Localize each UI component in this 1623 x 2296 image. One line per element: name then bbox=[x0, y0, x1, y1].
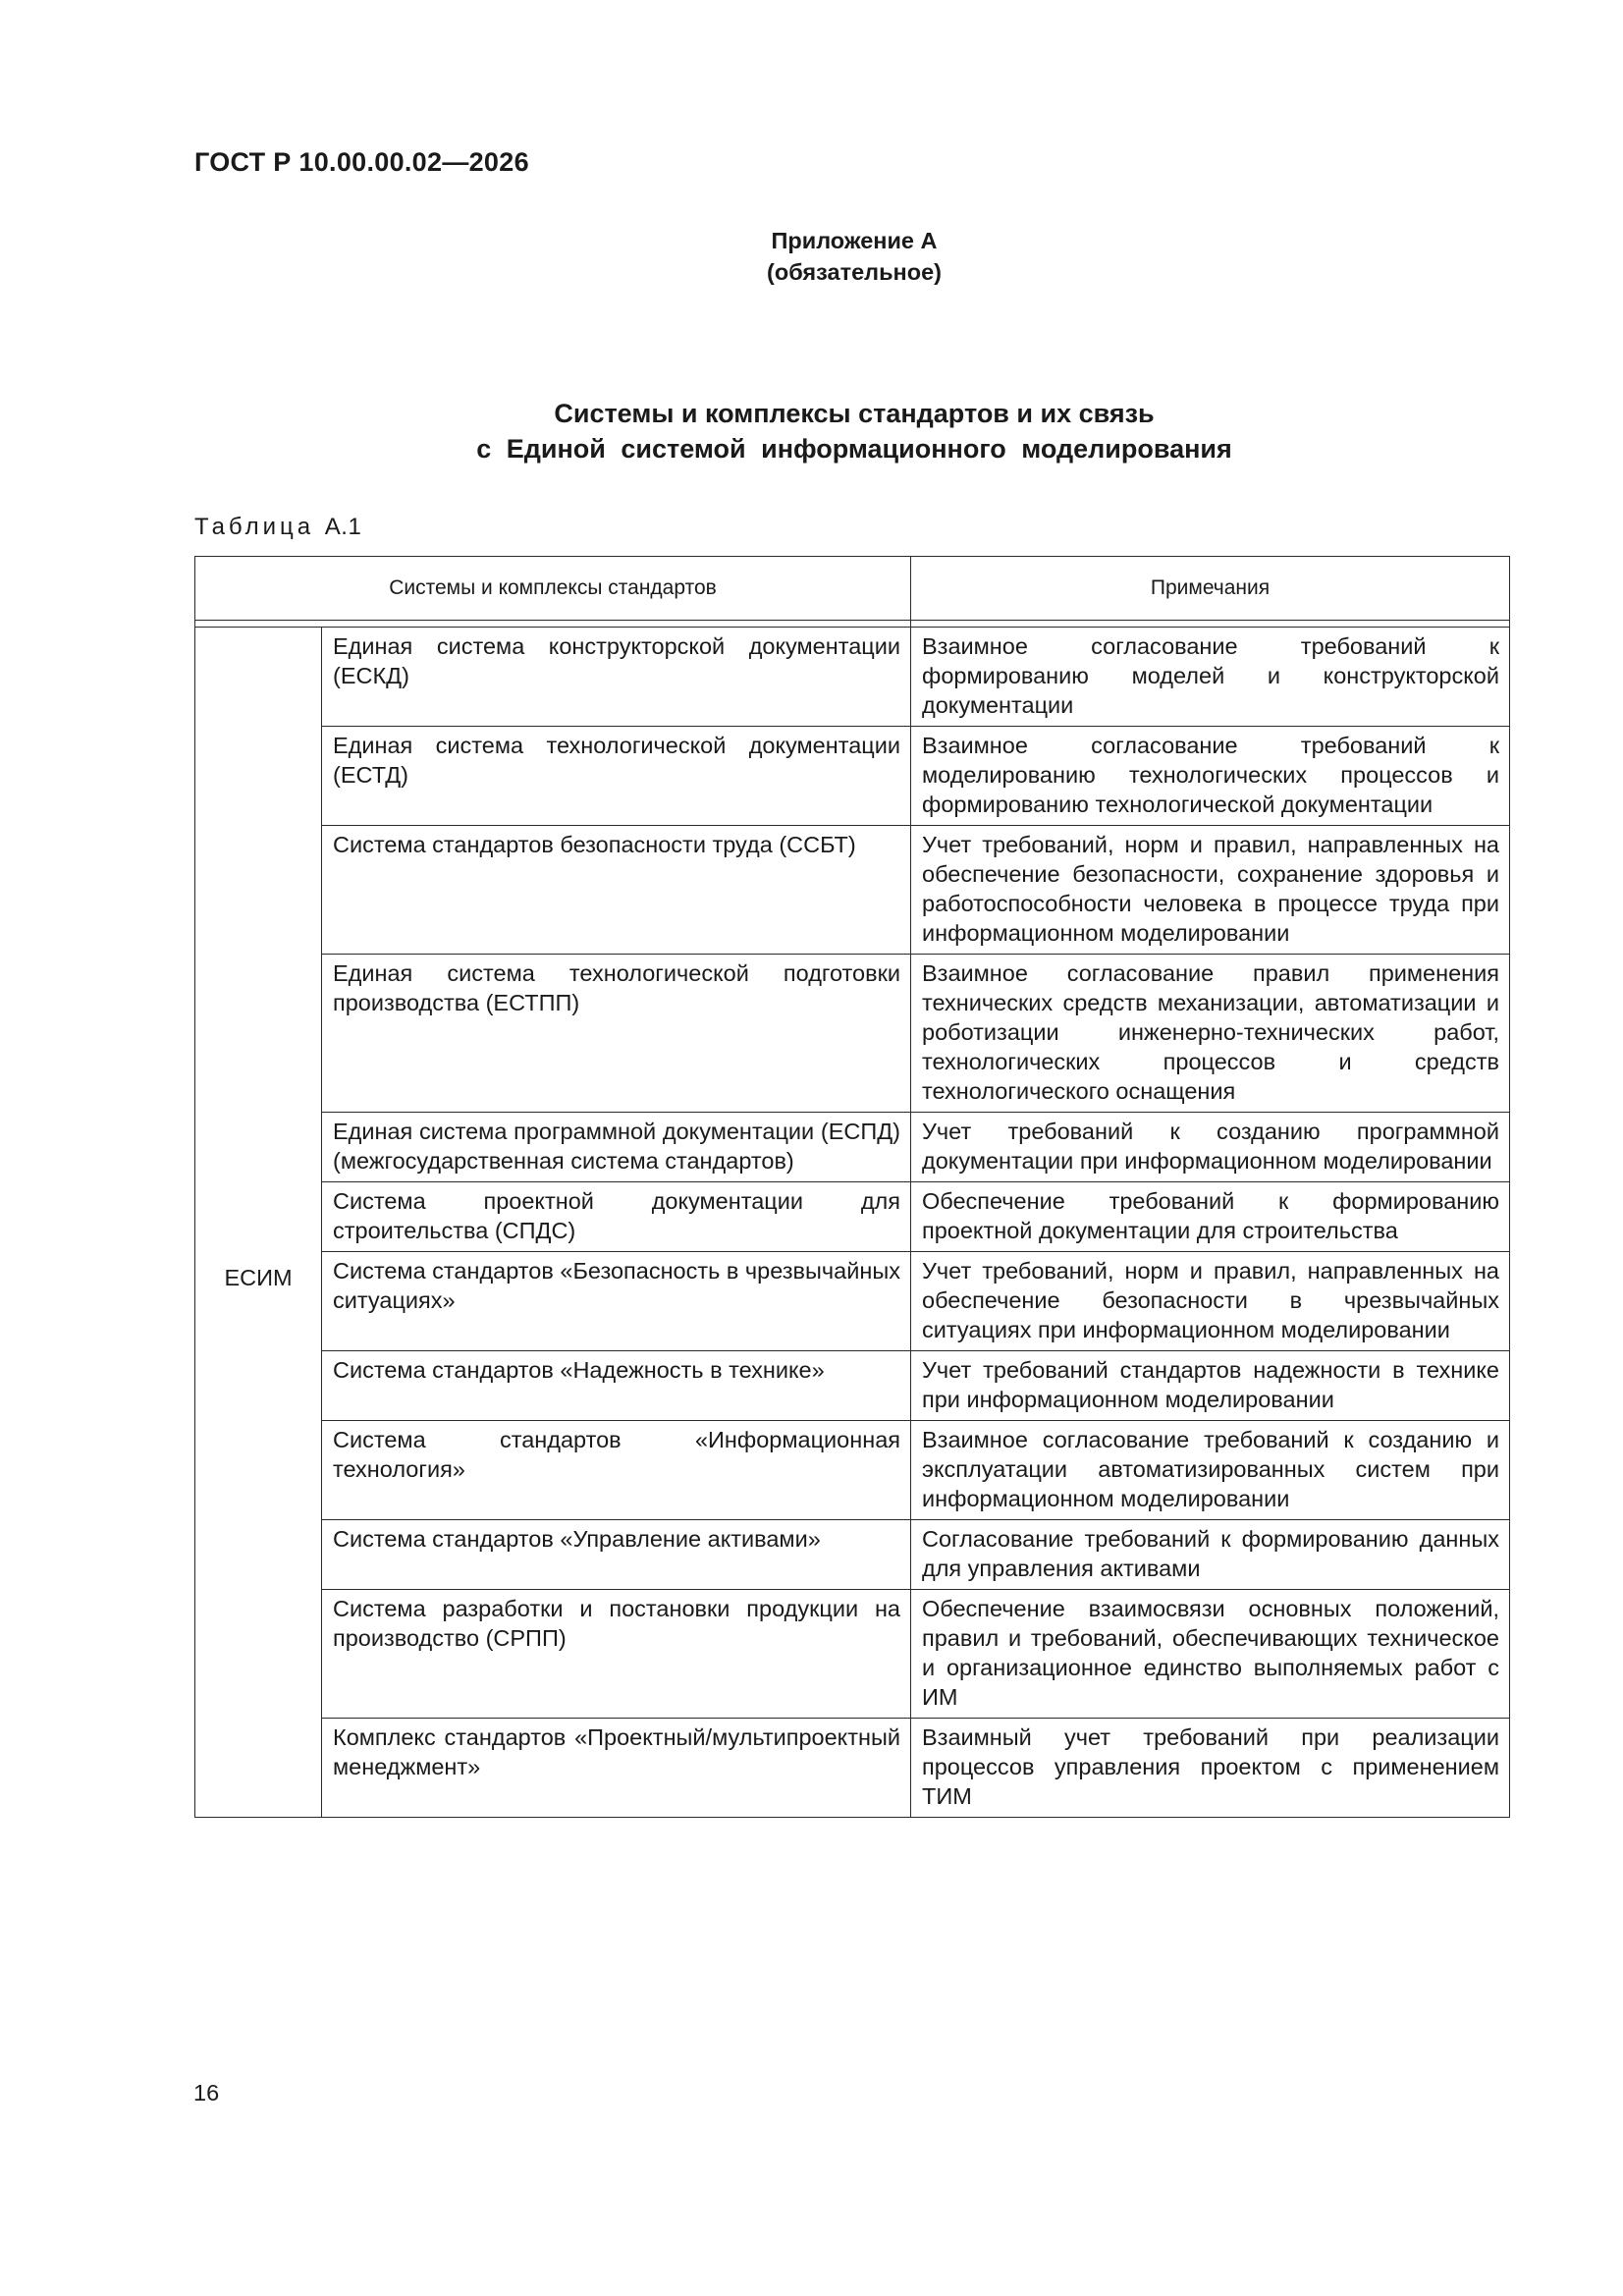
group-label-cell: ЕСИМ bbox=[195, 628, 322, 1818]
note-cell: Учет требований, норм и правил, направленных на обеспечение безопасности в чрезвычайных ситуациях при информационном моделировании bbox=[911, 1252, 1510, 1351]
section-title bbox=[0, 396, 1623, 466]
page-number: 16 bbox=[193, 2080, 220, 2105]
standard-cell: Комплекс стандартов «Проектный/мультипроектный менеджмент» bbox=[322, 1719, 911, 1818]
standard-cell: Единая система технологической документации (ЕСТД) bbox=[322, 727, 911, 826]
note-cell: Согласование требований к формированию данных для управления активами bbox=[911, 1520, 1510, 1590]
table-row bbox=[195, 1520, 1510, 1590]
note-cell: Взаимное согласование правил применения технических средств механизации, автоматизации и роботизации инженерно-технических работ, технологических процессов и средств технологического оснащения bbox=[911, 955, 1510, 1113]
header-separator bbox=[195, 621, 1510, 628]
standard-cell: Система разработки и постановки продукции на производство (СРПП) bbox=[322, 1590, 911, 1719]
note-cell: Взаимное согласование требований к созданию и эксплуатации автоматизированных систем при информационном моделировании bbox=[911, 1421, 1510, 1520]
table-row bbox=[195, 955, 1510, 1113]
note-cell: Учет требований, норм и правил, направленных на обеспечение безопасности, сохранение здоровья и работоспособности человека в процессе труда при информационном моделировании bbox=[911, 826, 1510, 955]
standard-cell: Система проектной документации для строительства (СПДС) bbox=[322, 1182, 911, 1252]
table-label bbox=[194, 514, 361, 541]
table-row bbox=[195, 826, 1510, 955]
table-row bbox=[195, 1182, 1510, 1252]
standard-cell: Единая система конструкторской документации (ЕСКД) bbox=[322, 628, 911, 727]
note-cell: Учет требований к созданию программной документации при информационном моделировании bbox=[911, 1113, 1510, 1182]
standard-cell: Система стандартов «Надежность в технике» bbox=[322, 1351, 911, 1421]
appendix-status: (обязательное) bbox=[767, 259, 942, 285]
standard-cell: Единая система технологической подготовки производства (ЕСТПП) bbox=[322, 955, 911, 1113]
table-row bbox=[195, 1351, 1510, 1421]
table-row bbox=[195, 1252, 1510, 1351]
note-cell: Обеспечение требований к формированию проектной документации для строительства bbox=[911, 1182, 1510, 1252]
appendix-heading bbox=[0, 225, 1623, 288]
section-title-line-2: с Единой системой информационного моделирования bbox=[476, 434, 1232, 464]
note-cell: Взаимное согласование требований к формированию моделей и конструкторской документации bbox=[911, 628, 1510, 727]
table-row bbox=[195, 628, 1510, 727]
table-header-row bbox=[195, 557, 1510, 621]
standard-cell: Система стандартов «Информационная технология» bbox=[322, 1421, 911, 1520]
note-cell: Обеспечение взаимосвязи основных положений, правил и требований, обеспечивающих техническое и организационное единство выполняемых работ с ИМ bbox=[911, 1590, 1510, 1719]
table-row bbox=[195, 1719, 1510, 1818]
standards-table bbox=[194, 556, 1510, 1818]
standard-cell: Система стандартов безопасности труда (ССБТ) bbox=[322, 826, 911, 955]
document-code: ГОСТ Р 10.00.00.02—2026 bbox=[194, 147, 529, 177]
table-label-word: Таблица bbox=[194, 514, 315, 540]
note-cell: Взаимный учет требований при реализации процессов управления проектом с применением ТИМ bbox=[911, 1719, 1510, 1818]
table-row bbox=[195, 1421, 1510, 1520]
note-cell: Учет требований стандартов надежности в технике при информационном моделировании bbox=[911, 1351, 1510, 1421]
table-row bbox=[195, 727, 1510, 826]
note-cell: Взаимное согласование требований к моделированию технологических процессов и формированию технологической документации bbox=[911, 727, 1510, 826]
column-header-standards: Системы и комплексы стандартов bbox=[195, 557, 911, 621]
table-body bbox=[195, 628, 1510, 1818]
standard-cell: Система стандартов «Управление активами» bbox=[322, 1520, 911, 1590]
table-label-number: А.1 bbox=[324, 514, 362, 540]
standard-cell: Единая система программной документации (ЕСПД) (межгосударственная система стандартов) bbox=[322, 1113, 911, 1182]
section-title-line-1: Системы и комплексы стандартов и их связь bbox=[554, 399, 1155, 428]
appendix-title: Приложение А bbox=[771, 228, 938, 253]
standard-cell: Система стандартов «Безопасность в чрезвычайных ситуациях» bbox=[322, 1252, 911, 1351]
column-header-notes: Примечания bbox=[911, 557, 1510, 621]
table-row bbox=[195, 1590, 1510, 1719]
table-row bbox=[195, 1113, 1510, 1182]
